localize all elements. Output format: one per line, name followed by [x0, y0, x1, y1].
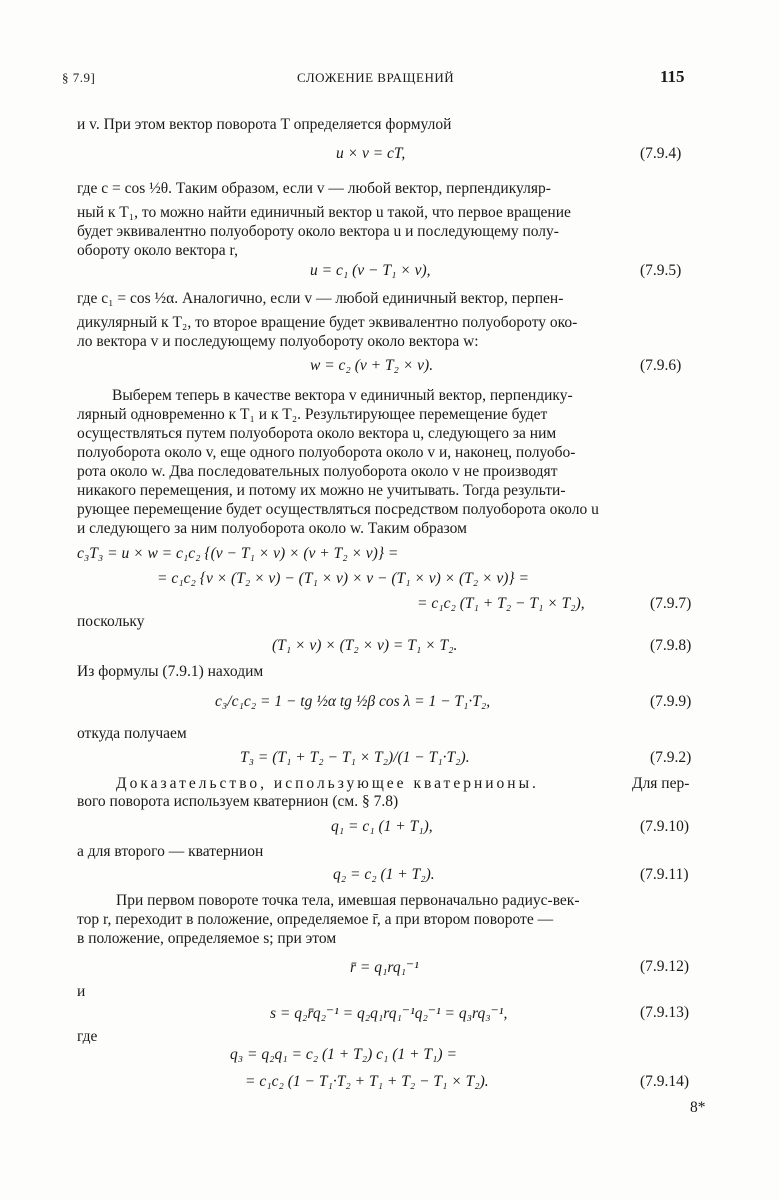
equation-number: (7.9.6): [640, 357, 682, 374]
running-title: СЛОЖЕНИЕ ВРАЩЕНИЙ: [297, 70, 455, 85]
text-line: полуоборота около v, еще одного полуоборота около v и, наконец, полуобо-: [77, 444, 576, 461]
equation-number: (7.9.13): [640, 1004, 690, 1021]
text-line: в положение, определяемое s; при этом: [77, 930, 337, 947]
page-number: 115: [660, 67, 685, 86]
text-line: откуда получаем: [77, 725, 187, 742]
equation-number: (7.9.5): [640, 262, 682, 279]
equation: = c₁c₂ (1 − T₁·T₂ + T₁ + T₂ − T₁ × T₂).: [245, 1073, 489, 1090]
text-line: ло вектора v и последующему полуобороту около вектора w:: [77, 333, 479, 350]
equation-number: (7.9.9): [650, 693, 692, 710]
equation: = c₁c₂ {v × (T₂ × v) − (T₁ × v) × v − (T₁ × v) × (T₂ × v)} =: [157, 570, 529, 587]
text-line: При первом повороте точка тела, имевшая первоначально радиус-век-: [116, 892, 580, 909]
section-heading: Доказательство, использующее кватернионы.: [116, 775, 539, 792]
equation-number: (7.9.14): [640, 1073, 690, 1090]
text-line: и: [77, 983, 86, 1000]
text-line: где: [77, 1028, 98, 1045]
text-line: поскольку: [77, 613, 145, 630]
text-line: обороту около вектора r,: [77, 242, 238, 259]
equation: r̄ = q₁rq₁⁻¹: [350, 959, 419, 976]
text-line: рота около w. Два последовательных полуоборота около v не производят: [77, 463, 558, 480]
equation: = c₁c₂ (T₁ + T₂ − T₁ × T₂),: [417, 595, 585, 612]
equation: q₁ = c₁ (1 + T₁),: [331, 818, 433, 835]
text-line: и v. При этом вектор поворота T определяется формулой: [77, 116, 452, 133]
text-line: рующее перемещение будет осуществляться посредством полуоборота около u: [77, 501, 599, 518]
equation-number: (7.9.11): [640, 866, 689, 883]
equation: s = q₂r̄q₂⁻¹ = q₂q₁rq₁⁻¹q₂⁻¹ = q₃rq₃⁻¹,: [270, 1005, 508, 1022]
text-line: ный к T₁, то можно найти единичный вектор u такой, что первое вращение: [77, 204, 571, 221]
equation: u = c₁ (v − T₁ × v),: [310, 262, 431, 279]
text-line: тор r, переходит в положение, определяемое r̄, а при втором повороте —: [77, 911, 554, 928]
text-line: будет эквивалентно полуобороту около вектора u и последующему полу-: [77, 223, 559, 240]
equation-number: (7.9.7): [650, 595, 692, 612]
text-line: лярный одновременно к T₁ и к T₂. Результирующее перемещение будет: [77, 406, 548, 423]
equation: (T₁ × v) × (T₂ × v) = T₁ × T₂.: [272, 637, 458, 654]
equation: u × v = cT,: [336, 145, 406, 162]
section-ref: § 7.9]: [62, 70, 96, 85]
equation: T₃ = (T₁ + T₂ − T₁ × T₂)/(1 − T₁·T₂).: [240, 749, 470, 766]
equation: q₂ = c₂ (1 + T₂).: [333, 866, 435, 883]
text-line: Выберем теперь в качестве вектора v единичный вектор, перпендику-: [112, 387, 573, 404]
equation-number: (7.9.8): [650, 637, 692, 654]
text-line: где c = cos ½θ. Таким образом, если v — любой вектор, перпендикуляр-: [77, 180, 551, 197]
equation-number: (7.9.10): [640, 818, 690, 835]
text-line: а для второго — кватернион: [77, 843, 264, 860]
signature-mark: 8*: [690, 1099, 706, 1116]
text-line: и следующего за ним полуоборота около w. Таким образом: [77, 520, 467, 537]
text-line: вого поворота используем кватернион (см. § 7.8): [77, 793, 399, 810]
text-line: никакого перемещения, и потому их можно не учитывать. Тогда результи-: [77, 482, 566, 499]
text-line: осуществляться путем полуоборота около вектора u, следующего за ним: [77, 425, 557, 442]
equation: c₃T₃ = u × w = c₁c₂ {(v − T₁ × v) × (v + T₂ × v)} =: [77, 545, 399, 562]
equation-number: (7.9.4): [640, 145, 682, 162]
equation: c₃/c₁c₂ = 1 − tg ½α tg ½β cos λ = 1 − T₁·T₂,: [215, 693, 491, 710]
equation-number: (7.9.12): [640, 958, 690, 975]
equation-number: (7.9.2): [650, 749, 692, 766]
text-line: Из формулы (7.9.1) находим: [77, 663, 264, 680]
text-line: дикулярный к T₂, то второе вращение будет эквивалентно полуобороту око-: [77, 314, 578, 331]
text-line: где c₁ = cos ½α. Аналогично, если v — любой единичный вектор, перпен-: [77, 290, 564, 307]
equation: q₃ = q₂q₁ = c₂ (1 + T₂) c₁ (1 + T₁) =: [230, 1046, 457, 1063]
text-line: Для пер-: [632, 775, 690, 792]
equation: w = c₂ (v + T₂ × v).: [310, 357, 434, 374]
